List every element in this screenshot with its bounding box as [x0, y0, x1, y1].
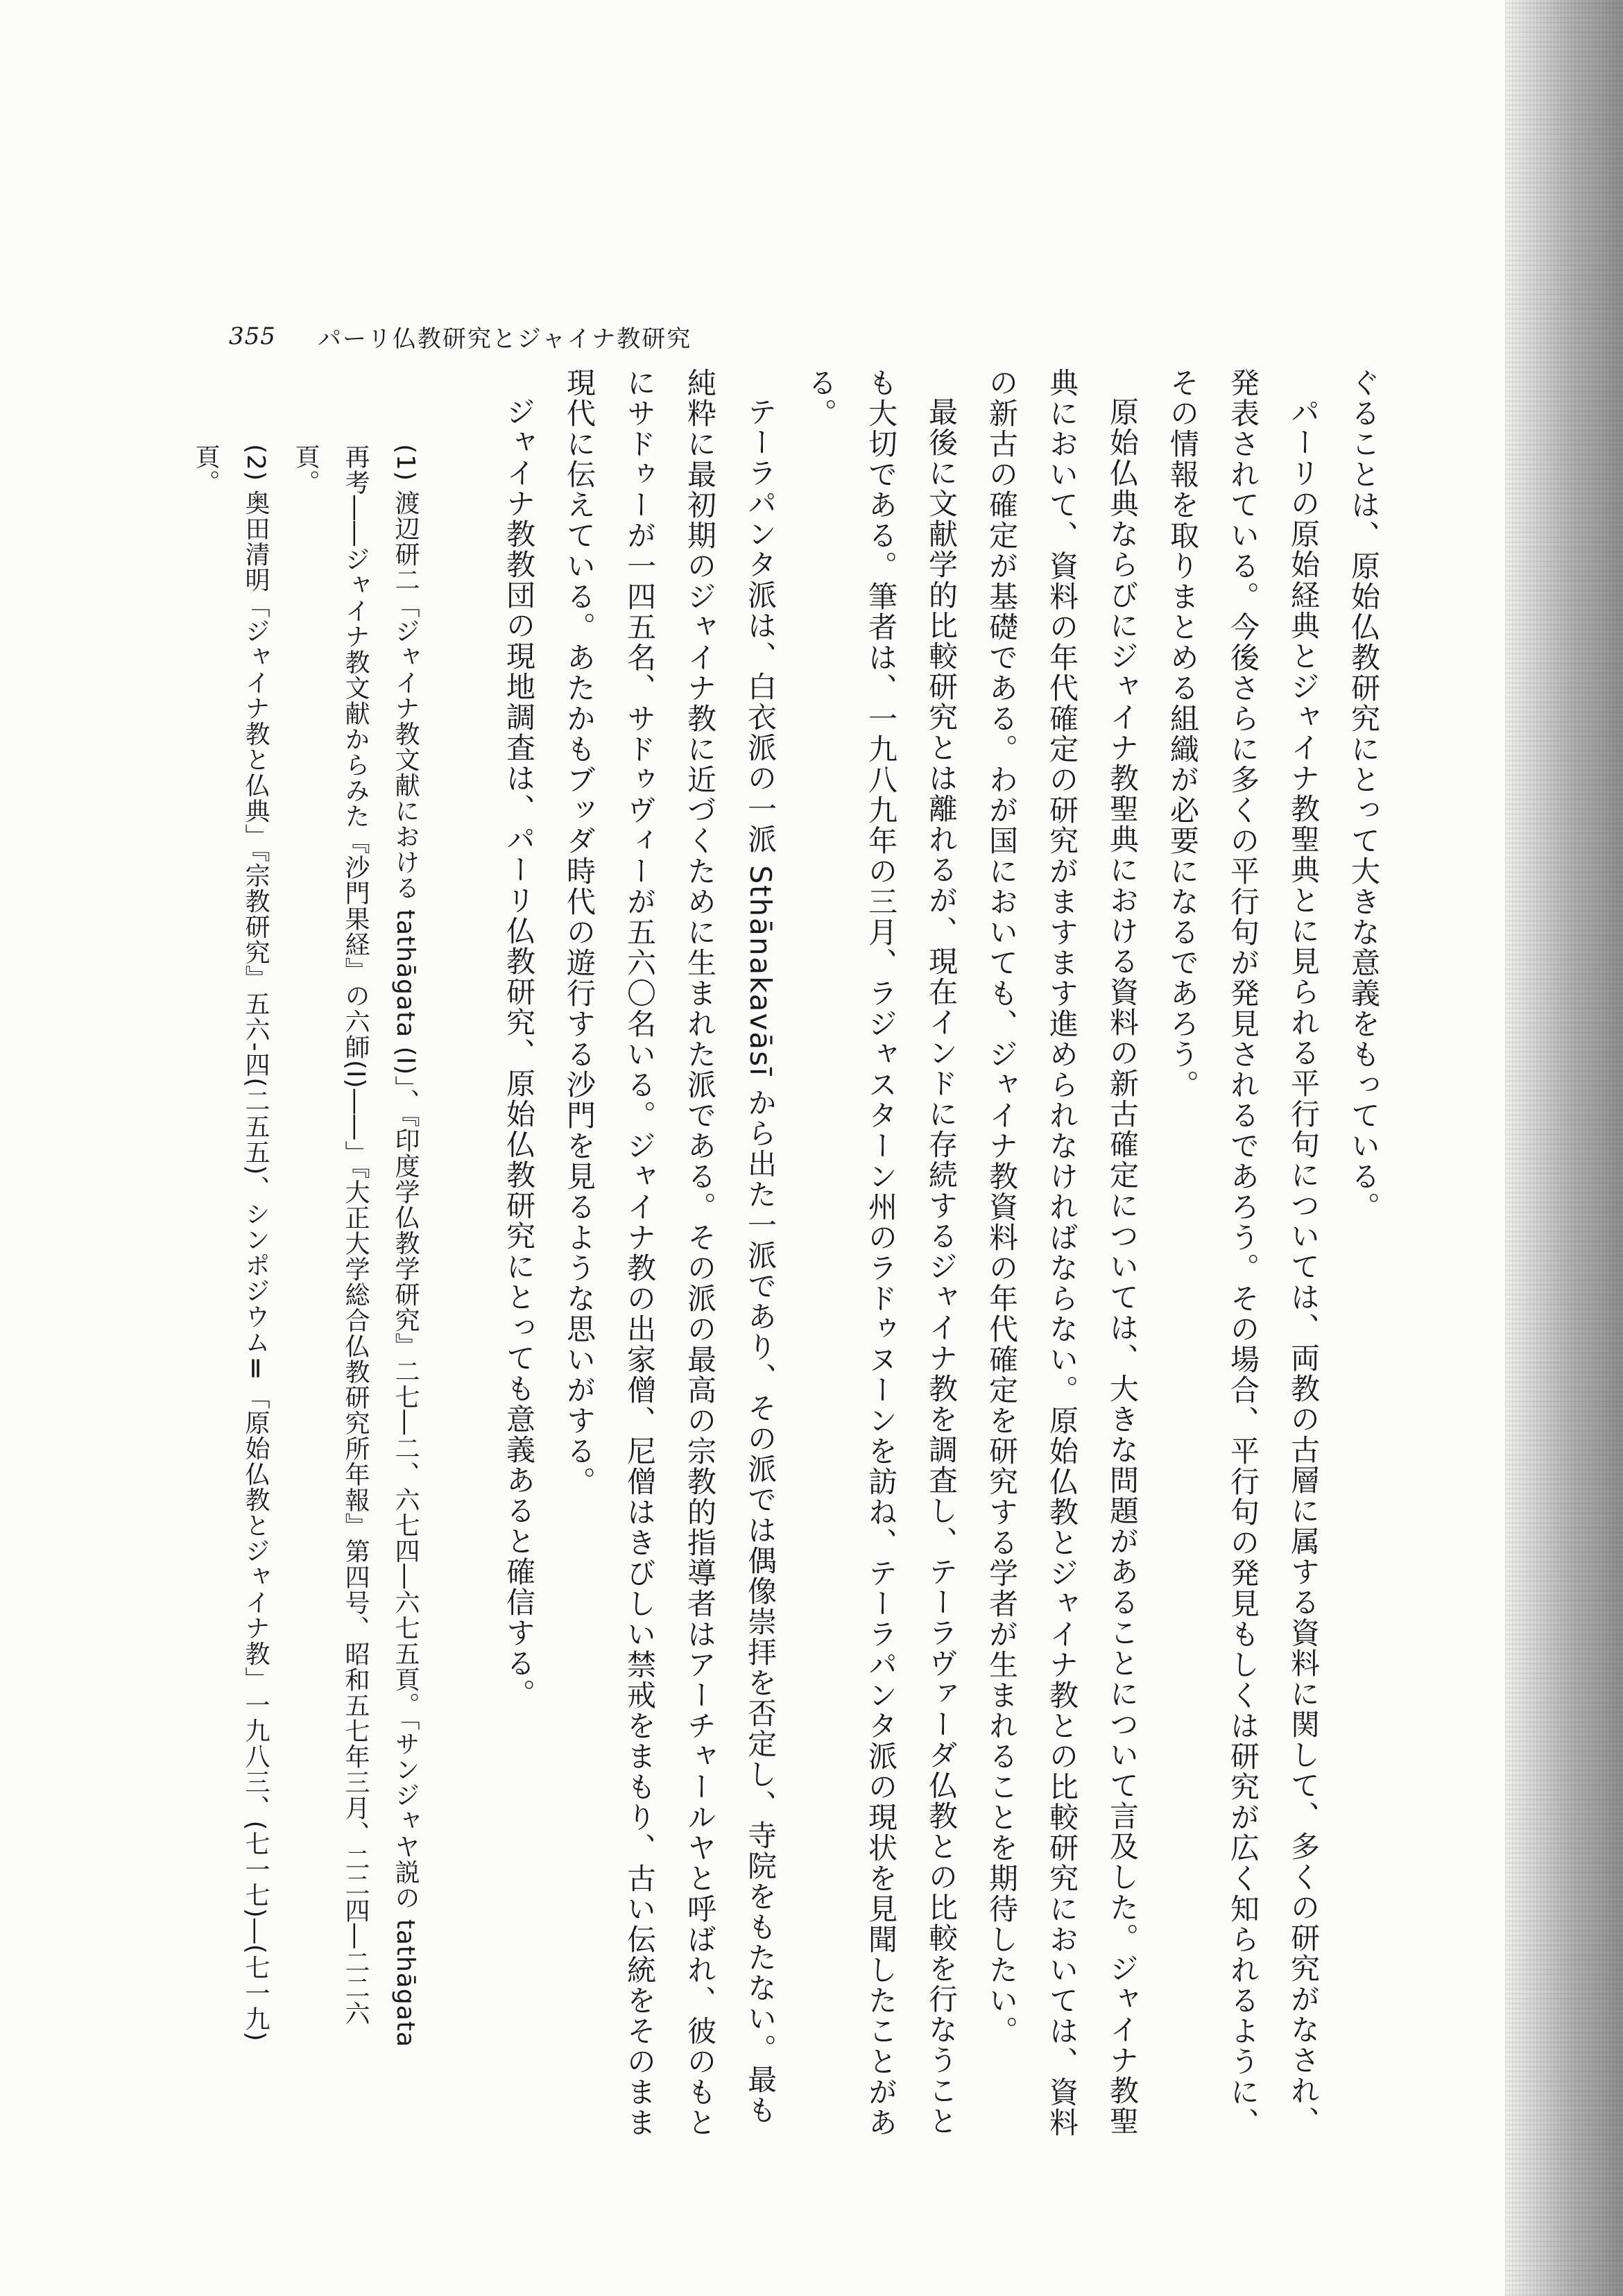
paragraph-6: ジャイナ教教団の現地調査は、パーリ仏教研究、原始仏教研究にとっても意義あると確信する。 [502, 397, 536, 1709]
body-text [489, 368, 1394, 2143]
paragraph-2: パーリの原始経典とジャイナ教聖典とに見られる平行句については、両教の古層に属する資料に関して、多くの研究がなされ、発表されている。今後さらに多くの平行句が発見されるであろう。その場合、平行句の発見もしくは研究が広く知られるように、その情報を取りまとめる組織が必要になるであろう。 [1166, 368, 1321, 2138]
running-head [229, 316, 692, 357]
scan-edge-shadow [1505, 0, 1623, 2296]
page-number: 355 [229, 323, 276, 350]
paragraph-1: ぐることは、原始仏教研究にとって大きな意義をもっている。 [1347, 368, 1381, 1222]
footnote-2: (2) 奥田清明「ジャイナ教と仏典」『宗教研究』五六-四(二五五)、シンポジウムⅡ「原始仏教とジャイナ教」一九八三、(七一七)―(七一九)頁。 [191, 444, 270, 2042]
paragraph-4: 最後に文献学的比較研究とは離れるが、現在インドに存続するジャイナ教を調査し、テーラヴァーダ仏教との比較を行なうことも大切である。筆者は、一九八九年の三月、ラジャスターン州のラドゥヌーンを訪ね、テーラパンタ派の現状を見聞したことがある。 [804, 368, 959, 2138]
footnote-1: (1) 渡辺研二「ジャイナ教文献における tathāgata (I)」、『印度学仏教学研究』二七―二、六七四―六七五頁。「サンジャヤ説の tathāgata 再考――ジャイナ教文献からみた『沙門果経』の六師(I)――」『大正大学総合仏教研究所年報』第四号、昭和五七年三月、二二四―二二六頁。 [291, 444, 420, 2048]
running-title: パーリ仏教研究とジャイナ教研究 [317, 325, 692, 353]
paragraph-3: 原始仏典ならびにジャイナ教聖典における資料の新古確定については、大きな問題があることについて言及した。ジャイナ教聖典において、資料の年代確定の研究がますます進められなければならない。原始仏教とジャイナ教との比較研究においては、資料の新古の確定が基礎である。わが国においても、ジャイナ教資料の年代確定を研究する学者が生まれることを期待したい。 [985, 368, 1140, 2138]
paragraph-5: テーラパンタ派は、白衣派の一派 Sthānakavāsī から出た一派であり、その派では偶像崇拝を否定し、寺院をもたない。最も純粋に最初期のジャイナ教に近づくために生まれた派である。その派の最高の宗教的指導者はアーチャールヤと呼ばれ、彼のもとにサドゥーが一四五名、サドゥヴィーが五六〇名いる。ジャイナ教の出家僧、尼僧はきびしい禁戒をまもり、古い伝統をそのまま現代に伝えている。あたかもブッダ時代の遊行する沙門を見るような思いがする。 [563, 368, 778, 2138]
footnotes [180, 444, 430, 2060]
